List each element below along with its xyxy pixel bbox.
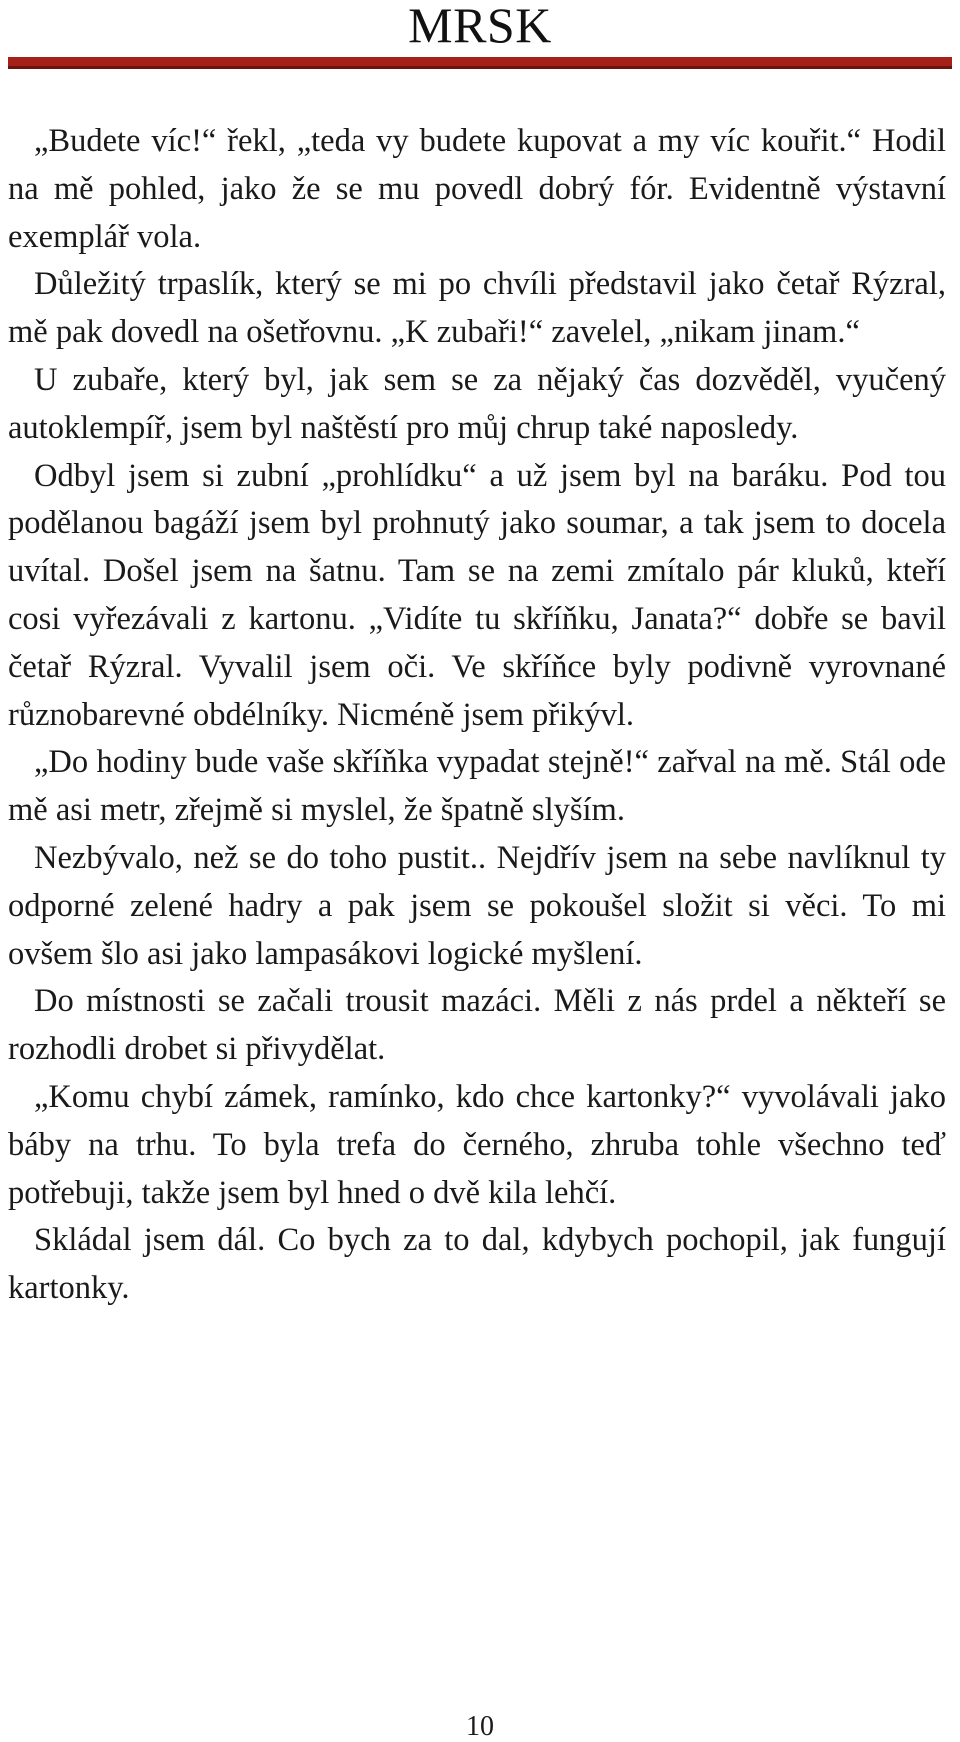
paragraph-8: „Komu chybí zámek, ramínko, kdo chce kartonky?“ vyvolávali jako báby na trhu. To byla trefa do černého, zhruba tohle všechno teď potřebuji, takže jsem byl hned o dvě kila lehčí.: [8, 1078, 946, 1211]
paragraph-3: U zubaře, který byl, jak sem se za nějaký čas dozvěděl, vyučený autoklempíř, jsem byl naštěstí pro můj chrup také naposledy.: [8, 361, 946, 446]
paragraph-6: Nezbývalo, než se do toho pustit.. Nejdřív jsem na sebe navlíknul ty odporné zelené hadry a pak jsem se pokoušel složit si věci. To mi ovšem šlo asi jako lampasákovi logické myšlení.: [8, 839, 946, 972]
header-rule-shadow: [8, 66, 952, 69]
running-header-title: MRSK: [408, 0, 552, 53]
paragraph-2: Důležitý trpaslík, který se mi po chvíli představil jako četař Rýzral, mě pak dovedl na ošetřovnu. „K zubaři!“ zavelel, „nikam jinam.“: [8, 266, 946, 351]
paragraph-9: Skládal jsem dál. Co bych za to dal, kdybych pochopil, jak fungují kartonky.: [8, 1222, 946, 1307]
page-body-text: [8, 118, 946, 1313]
header-rule: [8, 57, 952, 66]
paragraph-5: „Do hodiny bude vaše skříňka vypadat stejně!“ zařval na mě. Stál ode mě asi metr, zřejmě si myslel, že špatně slyším.: [8, 744, 946, 829]
paragraph-7: Do místnosti se začali trousit mazáci. Měli z nás prdel a někteří se rozhodli drobet si přivydělat.: [8, 983, 946, 1068]
paragraph-4: Odbyl jsem si zubní „prohlídku“ a už jsem byl na baráku. Pod tou podělanou bagáží jsem byl prohnutý jako soumar, a tak jsem to docela uvítal. Došel jsem na šatnu. Tam se na zemi zmítalo pár kluků, kteří cosi vyřezávali z kartonu. „Vidíte tu skříňku, Janata?“ dobře se bavil četař Rýzral. Vyvalil jsem oči. Ve skříňce byly podivně vyrovnané různobarevné obdélníky. Nicméně jsem přikývl.: [8, 457, 946, 733]
page-number: 10: [466, 1711, 494, 1742]
paragraph-1: „Budete víc!“ řekl, „teda vy budete kupovat a my víc kouřit.“ Hodil na mě pohled, jako že se mu povedl dobrý fór. Evidentně výstavní exemplář vola.: [8, 123, 946, 255]
